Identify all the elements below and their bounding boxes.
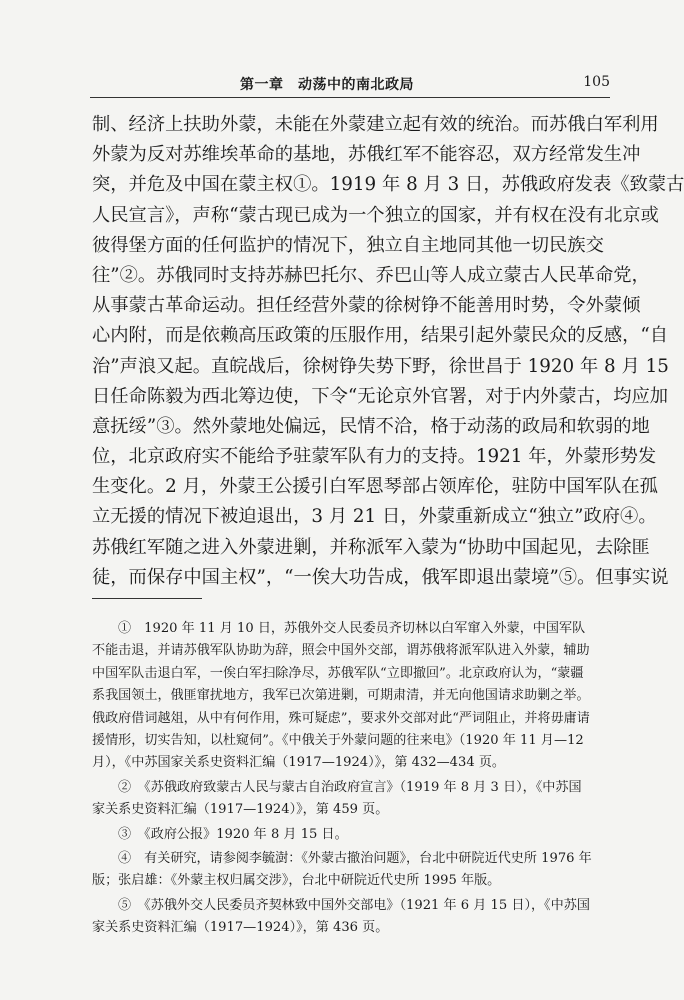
footnote-separator <box>92 598 202 599</box>
body-line: 往”②。苏俄同时支持苏赫巴托尔、乔巴山等人成立蒙古人民革命党， <box>92 264 650 286</box>
footnote-5 <box>92 895 622 940</box>
body-line: 心内附，而是依赖高压政策的压服作用，结果引起外蒙民众的反感，“自 <box>92 325 669 347</box>
footnote-line: ④ 有关研究，请参阅李毓澍：《外蒙古撤治问题》，台北中研院近代史所 1976 年 <box>118 850 592 866</box>
footnote-line: 系我国领土，俄匪窜扰地方，我军已次第进剿，可期肃清，并无向他国请求助剿之举。 <box>92 688 590 704</box>
body-line: 彼得堡方面的任何监护的情况下，独立自主地同其他一切民族交 <box>92 234 604 256</box>
footnote-line: 不能击退，并请苏俄军队协助为辞，照会中国外交部，谓苏俄将派军队进入外蒙，辅助 <box>92 643 590 659</box>
body-line: 日任命陈毅为西北筹边使，下令“无论京外官署，对于内外蒙古，均应加 <box>92 385 669 407</box>
footnote-line: 家关系史资料汇编（1917—1924）》，第 436 页。 <box>92 920 389 936</box>
footnote-line: 月），《中苏国家关系史资料汇编（1917—1924）》，第 432—434 页。 <box>92 755 506 771</box>
footnote-line: ③ 《政府公报》1920 年 8 月 15 日。 <box>118 826 348 842</box>
body-line: 外蒙为反对苏维埃革命的基地，苏俄红军不能容忍，双方经常发生冲 <box>92 144 641 166</box>
chapter-title: 第一章 动荡中的南北政局 <box>240 77 414 93</box>
body-line: 徒，而保存中国主权”，“一俟大功告成，俄军即退出蒙境”⑤。但事实说 <box>92 566 669 588</box>
footnote-line: 版；张启雄：《外蒙主权归属交涉》，台北中研院近代史所 1995 年版。 <box>92 873 501 889</box>
page-number: 105 <box>583 74 610 90</box>
body-line: 立无援的情况下被迫退出，3 月 21 日，外蒙重新成立“独立”政府④。 <box>92 506 657 528</box>
body-line: 意抚绥”③。然外蒙地处偏远，民情不洽，格于动荡的政局和软弱的地 <box>92 415 650 437</box>
body-line: 位，北京政府实不能给予驻蒙军队有力的支持。1921 年，外蒙形势发 <box>92 446 657 468</box>
footnote-line: ② 《苏俄政府致蒙古人民与蒙古自治政府宣言》（1919 年 8 月 3 日），《中苏国 <box>118 779 582 795</box>
footnotes <box>92 618 622 939</box>
footnote-3 <box>92 824 622 846</box>
body-line: 生变化。2 月，外蒙王公援引白军恩琴部占领库伦，驻防中国军队在孤 <box>92 476 658 498</box>
body-line: 人民宣言》，声称“蒙古现已成为一个独立的国家，并有权在没有北京或 <box>92 204 659 226</box>
footnote-line: 援情形，切实告知，以杜窥伺”。《中俄关于外蒙问题的往来电》（1920 年 11 月—12 <box>92 732 584 748</box>
footnote-1 <box>92 618 622 775</box>
body-line: 治”声浪又起。直皖战后，徐树铮失势下野，徐世昌于 1920 年 8 月 15 <box>92 355 669 377</box>
body-line: 苏俄红军随之进入外蒙进剿，并称派军入蒙为“协助中国起见，去除匪 <box>92 536 650 558</box>
running-header <box>90 70 610 98</box>
footnote-4 <box>92 848 622 893</box>
footnote-line: 家关系史资料汇编（1917—1924）》，第 459 页。 <box>92 802 389 818</box>
footnote-line: 俄政府借词越俎，从中有何作用，殊可疑虑”，要求外交部对此“严词阻止，并将毋庸请 <box>92 710 590 726</box>
footnote-2 <box>92 777 622 822</box>
body-line: 从事蒙古革命运动。担任经营外蒙的徐树铮不能善用时势，令外蒙倾 <box>92 295 641 317</box>
footnote-line: ① 1920 年 11 月 10 日，苏俄外交人民委员齐切林以白军窜入外蒙，中国军队 <box>118 621 586 636</box>
body-text <box>92 110 684 593</box>
body-line: 突，并危及中国在蒙主权①。1919 年 8 月 3 日，苏俄政府发表《致蒙古 <box>92 174 684 196</box>
header-rule <box>90 97 610 98</box>
body-line: 制、经济上扶助外蒙，未能在外蒙建立起有效的统治。而苏俄白军利用 <box>92 114 659 135</box>
footnote-line: 中国军队击退白军，一俟白军扫除净尽，苏俄军队“立即撤回”。北京政府认为，“蒙疆 <box>92 665 584 681</box>
footnote-line: ⑤ 《苏俄外交人民委员齐契林致中国外交部电》（1921 年 6 月 15 日），《中苏国 <box>118 897 590 913</box>
